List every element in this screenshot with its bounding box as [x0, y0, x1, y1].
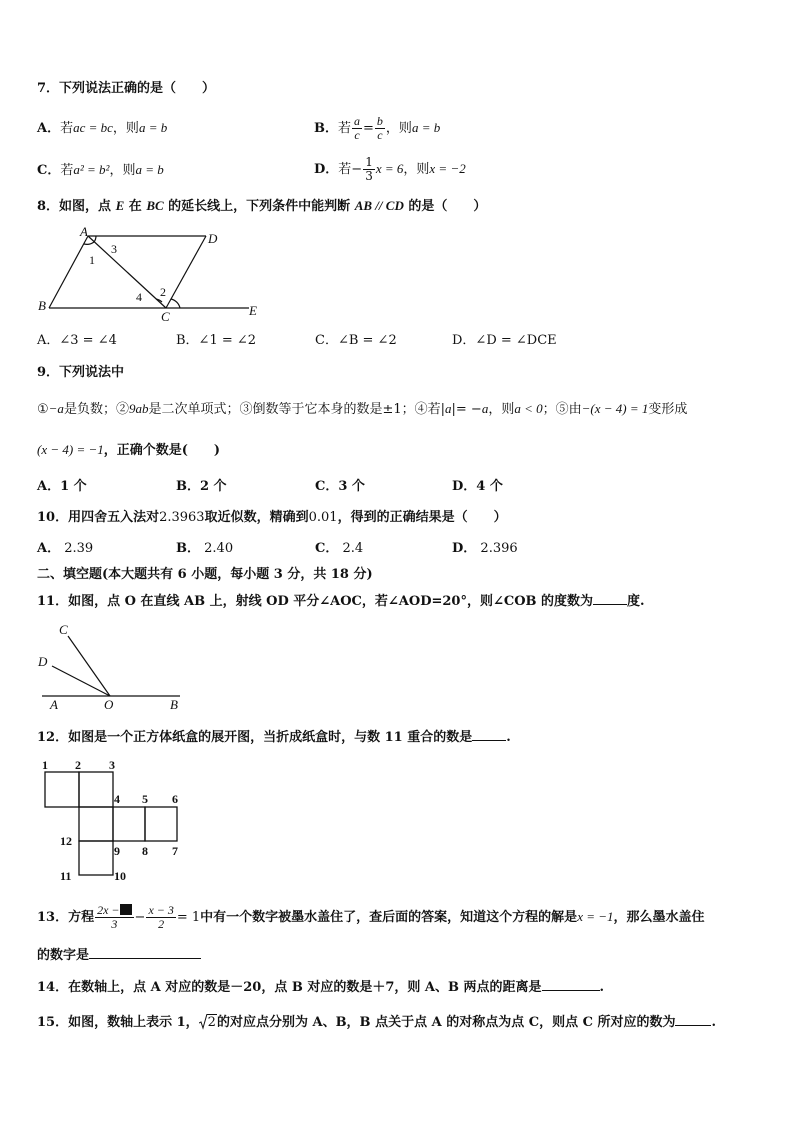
text: .: [711, 1015, 717, 1030]
label-c: C: [161, 309, 170, 324]
q12-cube-net: [34, 758, 190, 884]
q9-statements: [37, 400, 687, 419]
text: .: [599, 980, 605, 995]
text: ，则: [385, 121, 412, 136]
math: a = b: [411, 120, 441, 135]
math: 0.01: [308, 510, 338, 525]
q8-option-a: A．∠3 = ∠4: [37, 333, 117, 348]
math: (x − 4) = −1: [37, 442, 104, 457]
option-label: B．: [314, 121, 338, 136]
q14-stem: [37, 978, 604, 997]
text: ，正确个数是( ): [103, 443, 221, 458]
text: 14．在数轴上，点 A 对应的数是－20，点 B 对应的数是＋7，则 A、B 两点的距离是: [37, 980, 542, 995]
q9-statements-cont: [37, 441, 220, 460]
q8-stem: [37, 197, 486, 216]
text: 13．方程: [37, 910, 95, 925]
option-label: A．: [37, 121, 61, 136]
option-value: 2.40: [204, 541, 234, 556]
text: 的数字是: [37, 948, 90, 963]
option-value: 2.4: [342, 541, 364, 556]
text: 的延长线上，下列条件中能判断: [163, 199, 355, 214]
ray-od: [52, 666, 110, 696]
q10-option-c: [315, 540, 363, 558]
label-angle-4: 4: [136, 290, 142, 304]
q12-stem: [37, 728, 511, 747]
text: 12．如图是一个正方体纸盒的展开图，当折成纸盒时，与数 11 重合的数是: [37, 730, 473, 745]
math: a² = b²: [73, 162, 110, 177]
text: 若: [338, 121, 352, 136]
option-value: 2.396: [480, 541, 518, 556]
text: 15．如图，数轴上表示 1，: [37, 1015, 199, 1030]
vertex-label: 12: [60, 834, 72, 848]
text: 若: [60, 163, 74, 178]
label-e: E: [249, 303, 257, 318]
q7-option-c: [37, 161, 164, 180]
line-cd: [166, 236, 206, 308]
numerator: 1: [365, 155, 373, 169]
vertex-label: 11: [60, 869, 72, 883]
vertex-label: 6: [172, 792, 178, 806]
math: x = 6: [375, 161, 404, 176]
ink-blot: [120, 904, 132, 915]
q8-figure: [34, 226, 270, 324]
q9-stem: 9．下列说法中: [37, 365, 125, 380]
text: ，则: [488, 402, 515, 417]
text: ，则: [109, 163, 136, 178]
radical-sign-icon: [199, 1014, 208, 1030]
numerator: a: [354, 114, 361, 128]
text: ，则: [112, 121, 139, 136]
ray-oc: [68, 636, 110, 696]
label-d: D: [38, 654, 48, 669]
minus: −: [134, 910, 146, 925]
equals: = 1: [176, 910, 201, 925]
net-square: [145, 807, 177, 841]
vertex-label: 9: [114, 844, 120, 858]
net-square: [79, 841, 113, 875]
math: x = −1: [577, 909, 614, 924]
label-a: A: [80, 226, 88, 239]
label-b: B: [38, 298, 46, 313]
q10-option-b: [176, 540, 233, 558]
vertex-label: 8: [142, 844, 148, 858]
minus: −: [351, 162, 363, 177]
numerator: x − 3: [148, 903, 174, 917]
text: 在: [124, 199, 147, 214]
q8-option-b: B．∠1 = ∠2: [176, 333, 257, 348]
answer-blank[interactable]: [593, 592, 627, 605]
answer-blank[interactable]: [89, 946, 201, 959]
q7-option-b: [314, 110, 440, 147]
fraction: [95, 904, 133, 931]
text: 度.: [627, 594, 645, 609]
net-square: [45, 772, 79, 807]
text: ；⑤由: [542, 402, 582, 417]
equals: =: [363, 121, 374, 136]
label-angle-3: 3: [111, 242, 117, 256]
fraction: [146, 904, 175, 931]
angle-2-arc: [171, 299, 180, 308]
text: 若: [338, 162, 352, 177]
text: 中有一个数字被墨水盖住了，查后面的答案，知道这个方程的解是: [200, 910, 578, 925]
q7-option-a: [37, 119, 167, 138]
vertex-label: 1: [42, 758, 48, 772]
net-square: [79, 772, 113, 807]
label-angle-1: 1: [89, 253, 95, 267]
text: 取近似数，精确到: [204, 510, 309, 525]
text: 的对应点分别为 A、B，B 点关于点 A 的对称点为点 C，则点 C 所对应的数为: [216, 1015, 676, 1030]
q7-option-d: [314, 151, 466, 188]
label-b: B: [170, 697, 178, 712]
math: a = b: [138, 120, 168, 135]
net-square: [79, 807, 113, 841]
math: 2.3963: [159, 510, 205, 525]
text: 10．用四舍五入法对: [37, 510, 160, 525]
numerator: b: [376, 114, 383, 128]
denominator: 2: [158, 917, 165, 931]
denominator: 3: [365, 169, 373, 183]
q13-stem: [37, 897, 705, 938]
text: ①: [37, 402, 49, 417]
label-d: D: [208, 231, 218, 246]
option-label: D．: [314, 162, 339, 177]
q9-option-c: C．3 个: [315, 479, 365, 494]
text: ，得到的正确结果是（ ）: [337, 510, 507, 525]
line-ac: [88, 236, 166, 308]
text: 8．如图，点: [37, 199, 116, 214]
q15-stem: [37, 1013, 716, 1032]
option-value: 2.39: [64, 541, 94, 556]
math: −(x − 4) = 1: [581, 401, 649, 416]
q9-option-b: B．2 个: [176, 479, 227, 494]
math: −a: [48, 401, 64, 416]
denominator: c: [377, 128, 383, 142]
q8-option-d: D．∠D = ∠DCE: [452, 333, 557, 348]
q11-figure: [34, 618, 186, 712]
section-heading-fill-in: 二、填空题(本大题共有 6 小题，每小题 3 分，共 18 分): [37, 567, 373, 582]
text: 变形成: [648, 402, 688, 417]
q13-stem-cont: [37, 946, 201, 965]
q9-option-a: A．1 个: [37, 479, 87, 494]
answer-blank[interactable]: [542, 978, 600, 991]
label-angle-2: 2: [160, 285, 166, 299]
denominator: 3: [111, 917, 118, 931]
option-label: A．: [37, 541, 61, 556]
option-label: D．: [452, 541, 477, 556]
math: AB // CD: [354, 198, 404, 213]
vertex-label: 5: [142, 792, 148, 806]
text: ，则: [403, 162, 430, 177]
vertex-label: 7: [172, 844, 178, 858]
math: 9ab: [128, 401, 149, 416]
vertex-label: 3: [109, 758, 115, 772]
vertex-label: 2: [75, 758, 81, 772]
math: ac = bc: [73, 120, 113, 135]
q10-option-d: [452, 540, 518, 558]
vertex-label: 4: [114, 792, 120, 806]
math: x = −2: [429, 161, 466, 176]
q7-stem: 7．下列说法正确的是（ ）: [37, 81, 216, 96]
angle-3-arc: [94, 236, 96, 242]
text: |= −: [451, 402, 482, 417]
math: a: [445, 401, 452, 416]
net-square: [113, 807, 145, 841]
q11-stem: [37, 592, 645, 611]
label-a: A: [50, 697, 58, 712]
math: a: [481, 401, 489, 416]
label-c: C: [59, 622, 68, 637]
numerator-text: 2x −: [97, 903, 120, 917]
answer-blank[interactable]: [675, 1013, 711, 1026]
numerator: [95, 904, 133, 918]
math: a = b: [135, 162, 164, 177]
text: ，那么墨水盖住: [613, 910, 705, 925]
denominator: c: [354, 128, 360, 142]
text: 的是（ ）: [403, 199, 487, 214]
answer-blank[interactable]: [472, 728, 506, 741]
fraction: [363, 156, 375, 183]
radicand: 2: [207, 1015, 216, 1030]
line-ab: [49, 236, 88, 308]
fraction: [375, 115, 385, 142]
option-label: B．: [176, 541, 200, 556]
text: 若: [60, 121, 74, 136]
angle-1-arc: [84, 242, 94, 244]
vertex-label: 10: [114, 869, 126, 883]
fraction: [352, 115, 362, 142]
option-label: C．: [315, 541, 339, 556]
text: .: [506, 730, 511, 745]
option-label: C．: [37, 163, 61, 178]
text: 是二次单项式；③倒数等于它本身的数是±1；④若|: [148, 402, 445, 417]
square-root: [199, 1014, 217, 1032]
text: 是负数；②: [63, 402, 129, 417]
math: BC: [146, 198, 164, 213]
text: 11．如图，点 O 在直线 AB 上，射线 OD 平分∠AOC，若∠AOD=20°，则∠COB 的度数为: [37, 594, 594, 609]
math: a < 0: [514, 401, 543, 416]
q10-stem: [37, 509, 507, 527]
label-o: O: [104, 697, 114, 712]
q9-option-d: D．4 个: [452, 479, 503, 494]
math: E: [115, 198, 125, 213]
q10-option-a: [37, 540, 93, 558]
q8-option-c: C．∠B = ∠2: [315, 333, 397, 348]
